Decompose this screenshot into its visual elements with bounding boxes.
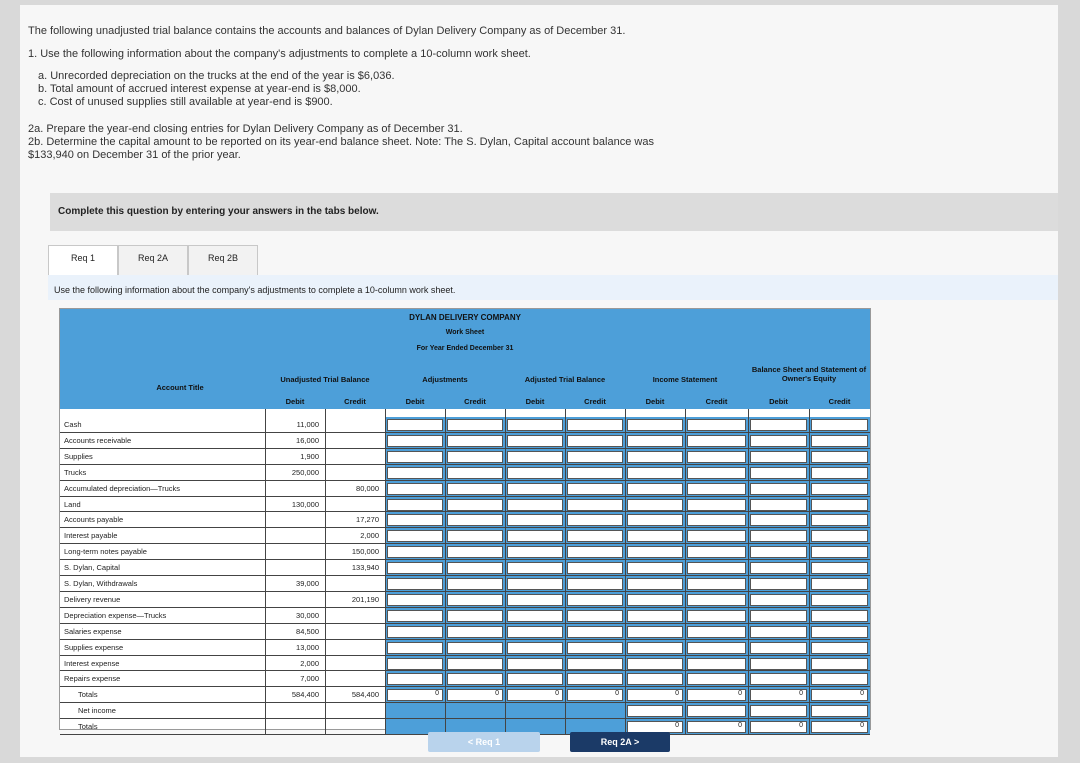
worksheet-input[interactable] (507, 610, 563, 622)
account-name: Cash (64, 420, 82, 429)
worksheet-input[interactable] (627, 673, 683, 685)
worksheet-input[interactable] (627, 530, 683, 542)
worksheet-input[interactable] (447, 626, 503, 638)
group-adjustments: Adjustments (422, 375, 468, 384)
worksheet-input[interactable] (507, 578, 563, 590)
column-divider (809, 409, 810, 735)
worksheet-input[interactable] (507, 689, 563, 701)
worksheet-input[interactable] (750, 673, 807, 685)
zero-total: 0 (860, 690, 864, 698)
tab-req-2b[interactable]: Req 2B (188, 245, 258, 275)
worksheet-input[interactable] (387, 689, 443, 701)
credit-header: Credit (705, 397, 728, 406)
credit-header: Credit (464, 397, 486, 406)
unadjusted-credit (325, 449, 385, 464)
zero-total: 0 (495, 690, 499, 698)
unadjusted-credit (325, 497, 385, 512)
worksheet-input[interactable] (811, 499, 868, 511)
account-name: Interest expense (64, 658, 120, 668)
worksheet-input[interactable] (567, 578, 623, 590)
worksheet-input[interactable] (687, 435, 746, 447)
worksheet-input[interactable] (627, 467, 683, 479)
worksheet-input[interactable] (387, 499, 443, 511)
unadjusted-debit: 250,000 (291, 467, 319, 477)
worksheet-input[interactable] (507, 562, 563, 574)
worksheet-input[interactable] (507, 467, 563, 479)
unadjusted-credit (325, 656, 385, 671)
worksheet-input[interactable] (507, 673, 563, 685)
tab-instruction: Use the following information about the company's adjustments to complete a 10-column work sheet. (48, 275, 1058, 300)
worksheet-input[interactable] (507, 658, 563, 670)
worksheet-input[interactable] (387, 546, 443, 558)
worksheet-input[interactable] (687, 483, 746, 495)
worksheet-input[interactable] (687, 594, 746, 606)
worksheet-input[interactable] (627, 610, 683, 622)
worksheet-input[interactable] (811, 419, 868, 431)
worksheet-input[interactable] (750, 467, 807, 479)
group-unadjusted: Unadjusted Trial Balance (280, 375, 370, 384)
worksheet-input[interactable] (567, 642, 623, 654)
adjustment-a: a. Unrecorded depreciation on the trucks at the end of the year is $6,036. (38, 70, 395, 82)
tab-bar (48, 245, 258, 275)
account-name: Accounts receivable (64, 435, 132, 445)
worksheet-input[interactable] (627, 705, 683, 717)
unadjusted-debit: 2,000 (300, 658, 319, 668)
worksheet-input[interactable] (447, 658, 503, 670)
worksheet-input[interactable] (811, 642, 868, 654)
worksheet-input[interactable] (687, 642, 746, 654)
worksheet-input[interactable] (811, 705, 868, 717)
worksheet-input[interactable] (750, 435, 807, 447)
worksheet-input[interactable] (507, 419, 563, 431)
worksheet-input[interactable] (750, 546, 807, 558)
worksheet-input[interactable] (507, 530, 563, 542)
zero-total: 0 (675, 722, 679, 730)
worksheet-input[interactable] (750, 642, 807, 654)
unadjusted-credit: 133,940 (351, 563, 379, 573)
group-balance-sheet: Balance Sheet and Statement of Owner's Equity (751, 365, 867, 383)
worksheet-period: For Year Ended December 31 (416, 345, 514, 352)
account-name: Depreciation expense—Trucks (64, 610, 167, 620)
unadjusted-debit (265, 528, 325, 543)
worksheet-input[interactable] (627, 451, 683, 463)
question-page (20, 5, 1058, 757)
worksheet-input[interactable] (811, 435, 868, 447)
worksheet-input[interactable] (387, 562, 443, 574)
unadjusted-total-debit: 584,400 (291, 690, 319, 700)
worksheet-input[interactable] (811, 610, 868, 622)
unadjusted-debit: 7,000 (300, 674, 319, 684)
debit-header: Debit (645, 397, 665, 406)
worksheet-input[interactable] (750, 626, 807, 638)
unadjusted-debit (265, 481, 325, 496)
unadjusted-debit: 30,000 (296, 610, 319, 620)
worksheet-input[interactable] (627, 562, 683, 574)
group-adjusted: Adjusted Trial Balance (524, 375, 606, 384)
account-name: Interest payable (64, 531, 118, 541)
worksheet-input[interactable] (447, 514, 503, 526)
account-name: Accumulated depreciation—Trucks (64, 483, 181, 493)
unadjusted-credit (325, 433, 385, 448)
worksheet-input[interactable] (687, 658, 746, 670)
account-name: Repairs expense (64, 674, 121, 684)
worksheet-input[interactable] (627, 499, 683, 511)
unadjusted-debit: 13,000 (296, 642, 319, 652)
unadjusted-debit (265, 560, 325, 575)
worksheet-input[interactable] (811, 594, 868, 606)
worksheet-input[interactable] (811, 626, 868, 638)
worksheet-input[interactable] (687, 514, 746, 526)
unadjusted-debit (265, 512, 325, 527)
worksheet-input[interactable] (811, 689, 868, 701)
zero-total: 0 (860, 722, 864, 730)
worksheet-input[interactable] (687, 673, 746, 685)
unadjusted-credit (325, 465, 385, 480)
zero-total: 0 (435, 690, 439, 698)
debit-header: Debit (285, 397, 305, 406)
unadjusted-debit: 84,500 (296, 626, 319, 636)
worksheet-input[interactable] (627, 642, 683, 654)
unadjusted-credit: 80,000 (356, 483, 379, 493)
unadjusted-credit (325, 576, 385, 591)
worksheet-input[interactable] (811, 530, 868, 542)
worksheet-input[interactable] (567, 594, 623, 606)
instructions-banner: Complete this question by entering your answers in the tabs below. (50, 193, 1058, 231)
worksheet-input[interactable] (687, 721, 746, 733)
account-name: Supplies expense (64, 642, 124, 652)
column-divider (685, 409, 686, 735)
worksheet-input[interactable] (811, 658, 868, 670)
adjustment-c: c. Cost of unused supplies still available at year-end is $900. (38, 96, 333, 108)
unadjusted-total-credit: 584,400 (351, 690, 379, 700)
worksheet-input[interactable] (687, 467, 746, 479)
worksheet-input[interactable] (687, 499, 746, 511)
credit-header: Credit (584, 397, 606, 406)
worksheet-input[interactable] (387, 578, 443, 590)
column-divider (565, 409, 566, 735)
zero-total: 0 (675, 690, 679, 698)
worksheet-input[interactable] (811, 578, 868, 590)
worksheet-input[interactable] (811, 673, 868, 685)
worksheet-input[interactable] (567, 435, 623, 447)
worksheet-input[interactable] (627, 483, 683, 495)
unadjusted-debit (265, 544, 325, 559)
unadjusted-credit: 17,270 (356, 515, 379, 525)
worksheet-input[interactable] (567, 626, 623, 638)
worksheet-input[interactable] (387, 673, 443, 685)
worksheet-input[interactable] (750, 705, 807, 717)
intro-line: The following unadjusted trial balance contains the accounts and balances of Dylan Delivery Company as of December 31. (28, 25, 626, 37)
account-name: Delivery revenue (64, 594, 121, 604)
worksheet-input[interactable] (687, 419, 746, 431)
worksheet-input[interactable] (567, 514, 623, 526)
worksheet-input[interactable] (811, 483, 868, 495)
worksheet-input[interactable] (447, 435, 503, 447)
unadjusted-debit: 11,000 (296, 420, 319, 429)
worksheet-input[interactable] (750, 419, 807, 431)
worksheet-input[interactable] (750, 514, 807, 526)
account-name: Trucks (64, 467, 87, 477)
worksheet-input[interactable] (507, 642, 563, 654)
unadjusted-credit (325, 624, 385, 639)
credit-header: Credit (828, 397, 851, 406)
intro-line: 2a. Prepare the year-end closing entries for Dylan Delivery Company as of December 31. (28, 123, 463, 135)
worksheet-input[interactable] (811, 721, 868, 733)
worksheet-input[interactable] (687, 562, 746, 574)
worksheet-input[interactable] (567, 419, 623, 431)
worksheet-input[interactable] (811, 451, 868, 463)
unadjusted-credit (325, 608, 385, 623)
column-divider (445, 409, 446, 735)
credit-header: Credit (344, 397, 366, 406)
worksheet-input[interactable] (567, 562, 623, 574)
worksheet-input[interactable] (627, 578, 683, 590)
unadjusted-credit (325, 417, 385, 432)
worksheet-input[interactable] (687, 546, 746, 558)
worksheet-input[interactable] (627, 626, 683, 638)
tab-req-1[interactable]: Req 1 (48, 245, 118, 275)
intro-line: 1. Use the following information about the company's adjustments to complete a 10-column work sheet. (28, 48, 531, 60)
worksheet-input[interactable] (687, 530, 746, 542)
worksheet-input[interactable] (687, 626, 746, 638)
worksheet-input[interactable] (567, 483, 623, 495)
worksheet-input[interactable] (507, 626, 563, 638)
worksheet-input[interactable] (387, 594, 443, 606)
unadjusted-debit: 1,900 (300, 451, 319, 461)
worksheet-header (60, 309, 870, 409)
zero-total: 0 (738, 722, 742, 730)
unadjusted-debit: 130,000 (291, 499, 319, 509)
account-title-header: Account Title (156, 383, 204, 392)
worksheet-input[interactable] (627, 658, 683, 670)
worksheet-title: Work Sheet (445, 329, 485, 336)
worksheet-input[interactable] (750, 594, 807, 606)
zero-total: 0 (615, 690, 619, 698)
worksheet-input[interactable] (507, 546, 563, 558)
account-name: Accounts payable (64, 515, 124, 525)
worksheet-input[interactable] (507, 499, 563, 511)
account-name: Long-term notes payable (64, 547, 147, 557)
worksheet-input[interactable] (567, 499, 623, 511)
worksheet-input[interactable] (507, 594, 563, 606)
worksheet-input[interactable] (447, 530, 503, 542)
intro-line: $133,940 on December 31 of the prior year. (28, 149, 241, 161)
unadjusted-credit: 2,000 (360, 531, 379, 541)
worksheet-input[interactable] (687, 451, 746, 463)
prev-button[interactable]: < Req 1 (428, 732, 540, 752)
worksheet-input[interactable] (750, 578, 807, 590)
worksheet-input[interactable] (567, 673, 623, 685)
tab-req-2a[interactable]: Req 2A (118, 245, 188, 275)
worksheet-input[interactable] (750, 689, 807, 701)
debit-header: Debit (525, 397, 545, 406)
worksheet-input[interactable] (627, 689, 683, 701)
worksheet-input[interactable] (567, 451, 623, 463)
worksheet-input[interactable] (687, 578, 746, 590)
worksheet-input[interactable] (750, 721, 807, 733)
worksheet-input[interactable] (687, 705, 746, 717)
intro-text (28, 25, 654, 162)
column-divider (505, 409, 506, 735)
worksheet-input[interactable] (447, 499, 503, 511)
account-name: Supplies (64, 451, 93, 461)
group-income-statement: Income Statement (652, 375, 718, 384)
worksheet-input[interactable] (750, 499, 807, 511)
worksheet-input[interactable] (567, 610, 623, 622)
worksheet-input[interactable] (811, 562, 868, 574)
worksheet-input[interactable] (447, 578, 503, 590)
worksheet-input[interactable] (387, 626, 443, 638)
worksheet-input[interactable] (387, 419, 443, 431)
worksheet-input[interactable] (387, 642, 443, 654)
worksheet-input[interactable] (387, 467, 443, 479)
zero-total: 0 (555, 690, 559, 698)
worksheet-input[interactable] (447, 451, 503, 463)
worksheet-input[interactable] (750, 483, 807, 495)
account-name: S. Dylan, Withdrawals (64, 579, 138, 588)
worksheet-input[interactable] (567, 658, 623, 670)
worksheet-input[interactable] (750, 658, 807, 670)
worksheet-input[interactable] (627, 419, 683, 431)
intro-line: 2b. Determine the capital amount to be reported on its year-end balance sheet. Note: The S. Dylan, Capital account balance was (28, 136, 654, 148)
debit-header: Debit (769, 397, 788, 406)
worksheet-input[interactable] (750, 562, 807, 574)
unadjusted-credit (325, 671, 385, 686)
worksheet-input[interactable] (811, 467, 868, 479)
totals-label: Totals (78, 690, 98, 700)
account-name: S. Dylan, Capital (64, 563, 120, 573)
worksheet-input[interactable] (447, 642, 503, 654)
worksheet-input[interactable] (507, 483, 563, 495)
next-button[interactable]: Req 2A > (570, 732, 670, 752)
final-totals-label: Totals (78, 722, 98, 732)
worksheet-input[interactable] (387, 658, 443, 670)
worksheet-input[interactable] (627, 546, 683, 558)
worksheet-input[interactable] (447, 562, 503, 574)
worksheet-input[interactable] (447, 467, 503, 479)
worksheet-input[interactable] (447, 689, 503, 701)
worksheet-input[interactable] (507, 435, 563, 447)
worksheet-input[interactable] (447, 483, 503, 495)
worksheet-input[interactable] (387, 483, 443, 495)
worksheet-input[interactable] (627, 435, 683, 447)
unadjusted-debit: 16,000 (296, 435, 319, 445)
column-divider (325, 409, 326, 735)
worksheet-input[interactable] (447, 673, 503, 685)
worksheet-input[interactable] (387, 530, 443, 542)
worksheet-input[interactable] (750, 530, 807, 542)
worksheet-input[interactable] (750, 451, 807, 463)
unadjusted-credit: 150,000 (351, 547, 379, 557)
worksheet-input[interactable] (447, 594, 503, 606)
worksheet-input[interactable] (567, 546, 623, 558)
column-divider (265, 409, 266, 735)
worksheet-input[interactable] (447, 610, 503, 622)
worksheet-input[interactable] (567, 467, 623, 479)
worksheet-input[interactable] (567, 689, 623, 701)
net-income-label: Net income (78, 706, 116, 716)
worksheet-input[interactable] (687, 689, 746, 701)
worksheet-input[interactable] (750, 610, 807, 622)
worksheet-input[interactable] (387, 435, 443, 447)
worksheet-input[interactable] (811, 514, 868, 526)
zero-total: 0 (738, 690, 742, 698)
worksheet-input[interactable] (387, 451, 443, 463)
worksheet-input[interactable] (387, 514, 443, 526)
account-name: Salaries expense (64, 626, 122, 636)
zero-total: 0 (799, 690, 803, 698)
unadjusted-credit: 201,190 (351, 594, 379, 604)
unadjusted-debit (265, 592, 325, 607)
column-divider (748, 409, 749, 735)
unadjusted-credit (325, 640, 385, 655)
column-divider (385, 409, 386, 735)
worksheet-input[interactable] (507, 451, 563, 463)
work-sheet (59, 308, 871, 730)
account-name: Land (64, 499, 81, 509)
worksheet-input[interactable] (447, 419, 503, 431)
worksheet-input[interactable] (507, 514, 563, 526)
worksheet-input[interactable] (447, 546, 503, 558)
zero-total: 0 (799, 722, 803, 730)
column-divider (625, 409, 626, 735)
worksheet-input[interactable] (387, 610, 443, 622)
company-name: DYLAN DELIVERY COMPANY (409, 313, 521, 322)
worksheet-input[interactable] (567, 530, 623, 542)
worksheet-input[interactable] (687, 610, 746, 622)
worksheet-input[interactable] (627, 514, 683, 526)
debit-header: Debit (405, 397, 425, 406)
unadjusted-debit: 39,000 (296, 579, 319, 588)
adjustment-b: b. Total amount of accrued interest expense at year-end is $8,000. (38, 83, 361, 95)
worksheet-input[interactable] (811, 546, 868, 558)
worksheet-input[interactable] (627, 594, 683, 606)
